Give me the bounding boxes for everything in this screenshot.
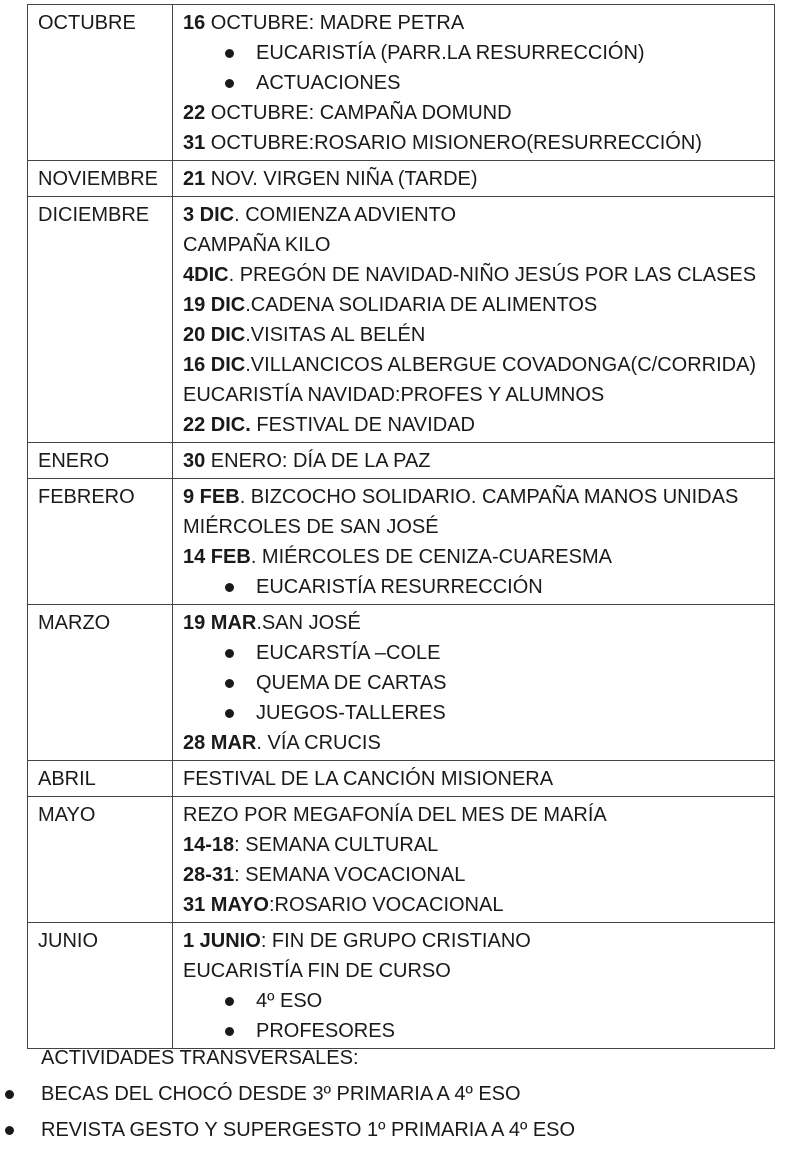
month-cell: DICIEMBRE	[28, 197, 173, 443]
month-cell: OCTUBRE	[28, 5, 173, 161]
calendar-row	[28, 761, 775, 797]
activity-text: EUCARISTÍA FIN DE CURSO	[183, 960, 451, 982]
activity-date: 16 DIC	[183, 354, 246, 376]
bullet-icon	[225, 709, 234, 718]
month-cell: ABRIL	[28, 761, 173, 797]
activity-text: . BIZCOCHO SOLIDARIO. CAMPAÑA MANOS UNIDAS	[239, 486, 739, 508]
activity-line	[183, 98, 774, 128]
activities-cell	[173, 197, 775, 443]
activity-bullet-item	[183, 668, 774, 698]
transversal-title: ACTIVIDADES TRANSVERSALES:	[41, 1047, 359, 1069]
activity-line	[183, 890, 774, 920]
activity-text: FESTIVAL DE NAVIDAD	[250, 414, 475, 436]
activity-date: 28 MAR	[183, 732, 257, 754]
activity-line	[183, 8, 774, 38]
activity-date: 9 FEB	[183, 486, 240, 508]
activity-bullet-item	[183, 38, 774, 68]
activity-text: OCTUBRE:ROSARIO MISIONERO(RESURRECCIÓN)	[205, 132, 702, 154]
activities-cell	[173, 443, 775, 479]
calendar-row	[28, 197, 775, 443]
activities-cell	[173, 923, 775, 1049]
activity-text: FESTIVAL DE LA CANCIÓN MISIONERA	[183, 768, 554, 790]
activity-text: ACTUACIONES	[256, 72, 401, 94]
activity-date: 20 DIC	[183, 324, 246, 346]
activity-text: OCTUBRE: CAMPAÑA DOMUND	[205, 102, 512, 124]
activity-text: EUCARISTÍA NAVIDAD:PROFES Y ALUMNOS	[183, 384, 605, 406]
bullet-icon	[225, 649, 234, 658]
activity-text: : SEMANA CULTURAL	[234, 834, 439, 856]
activity-date: 3 DIC	[183, 204, 235, 226]
activity-text: .CADENA SOLIDARIA DE ALIMENTOS	[245, 294, 598, 316]
activity-bullet-item	[183, 68, 774, 98]
activity-line	[183, 608, 774, 638]
activity-line	[183, 800, 774, 830]
activity-text: :ROSARIO VOCACIONAL	[268, 894, 504, 916]
bullet-icon	[5, 1126, 14, 1135]
activity-text: .SAN JOSÉ	[256, 612, 361, 634]
activity-date: 22	[183, 102, 206, 124]
calendar-row	[28, 479, 775, 605]
activities-cell	[173, 797, 775, 923]
activity-date: 19 MAR	[183, 612, 257, 634]
transversal-item	[0, 1112, 800, 1148]
activity-date: 14-18	[183, 834, 235, 856]
activity-text: MIÉRCOLES DE SAN JOSÉ	[183, 516, 439, 538]
calendar-row	[28, 5, 775, 161]
month-cell: NOVIEMBRE	[28, 161, 173, 197]
activity-line	[183, 410, 774, 440]
activity-bullet-item	[183, 986, 774, 1016]
activity-line	[183, 200, 774, 230]
calendar-row	[28, 923, 775, 1049]
activity-text: : SEMANA VOCACIONAL	[234, 864, 466, 886]
activity-text: PROFESORES	[256, 1020, 395, 1042]
activities-cell	[173, 5, 775, 161]
calendar-row	[28, 443, 775, 479]
month-cell: JUNIO	[28, 923, 173, 1049]
activity-line	[183, 380, 774, 410]
activity-text: NOV. VIRGEN NIÑA (TARDE)	[205, 168, 478, 190]
activity-text: .VILLANCICOS ALBERGUE COVADONGA(C/CORRIDA)	[245, 354, 757, 376]
activity-text: : FIN DE GRUPO CRISTIANO	[260, 930, 531, 952]
activity-date: 1 JUNIO	[183, 930, 261, 952]
calendar-row	[28, 605, 775, 761]
month-cell: MAYO	[28, 797, 173, 923]
activity-text: . COMIENZA ADVIENTO	[234, 204, 457, 226]
activity-date: 28-31	[183, 864, 235, 886]
month-cell: MARZO	[28, 605, 173, 761]
activity-text: . MIÉRCOLES DE CENIZA-CUARESMA	[250, 546, 612, 568]
calendar-row	[28, 161, 775, 197]
bullet-icon	[225, 997, 234, 1006]
activity-line	[183, 164, 774, 194]
activity-text: .VISITAS AL BELÉN	[245, 324, 426, 346]
activity-date: 4DIC	[183, 264, 229, 286]
activity-date: 19 DIC	[183, 294, 246, 316]
activities-cell	[173, 605, 775, 761]
bullet-icon	[225, 49, 234, 58]
activity-date: 22 DIC.	[183, 414, 251, 436]
transversal-item-text: REVISTA GESTO Y SUPERGESTO 1º PRIMARIA A 4º ESO	[41, 1119, 576, 1141]
activity-line	[183, 542, 774, 572]
bullet-icon	[225, 79, 234, 88]
activity-line	[183, 830, 774, 860]
activity-bullet-item	[183, 572, 774, 602]
activity-line	[183, 926, 774, 956]
activity-bullet-item	[183, 638, 774, 668]
activity-line	[183, 350, 774, 380]
activity-text: EUCARSTÍA –COLE	[256, 642, 441, 664]
activity-date: 30	[183, 450, 206, 472]
activity-line	[183, 260, 774, 290]
activity-date: 21	[183, 168, 206, 190]
activities-cell	[173, 761, 775, 797]
bullet-icon	[5, 1090, 14, 1099]
activity-line	[183, 956, 774, 986]
activity-text: CAMPAÑA KILO	[183, 234, 331, 256]
activity-text: 4º ESO	[256, 990, 323, 1012]
bullet-icon	[225, 1027, 234, 1036]
activity-line	[183, 482, 774, 512]
bullet-icon	[225, 583, 234, 592]
activity-line	[183, 128, 774, 158]
activity-date: 16	[183, 12, 206, 34]
activity-date: 14 FEB	[183, 546, 251, 568]
activities-calendar-table	[27, 4, 775, 1049]
activities-cell	[173, 161, 775, 197]
activity-text: QUEMA DE CARTAS	[256, 672, 447, 694]
activity-text: EUCARISTÍA (PARR.LA RESURRECCIÓN)	[256, 42, 645, 64]
transversal-item-text: BECAS DEL CHOCÓ DESDE 3º PRIMARIA A 4º ESO	[41, 1083, 521, 1105]
activity-date: 31	[183, 132, 206, 154]
calendar-row	[28, 797, 775, 923]
activities-cell	[173, 479, 775, 605]
activity-line	[183, 230, 774, 260]
activity-text: REZO POR MEGAFONÍA DEL MES DE MARÍA	[183, 804, 607, 826]
activity-line	[183, 764, 774, 794]
calendar-body	[28, 5, 775, 1049]
month-cell: ENERO	[28, 443, 173, 479]
bullet-icon	[225, 679, 234, 688]
activity-line	[183, 728, 774, 758]
activity-text: . VÍA CRUCIS	[256, 732, 381, 754]
activity-line	[183, 290, 774, 320]
transversal-activities	[0, 1040, 800, 1148]
activity-text: EUCARISTÍA RESURRECCIÓN	[256, 576, 543, 598]
activity-text: JUEGOS-TALLERES	[256, 702, 446, 724]
activity-line	[183, 512, 774, 542]
activity-bullet-item	[183, 698, 774, 728]
month-cell: FEBRERO	[28, 479, 173, 605]
transversal-item	[0, 1076, 800, 1112]
activity-text: OCTUBRE: MADRE PETRA	[205, 12, 465, 34]
activity-date: 31 MAYO	[183, 894, 269, 916]
activity-line	[183, 320, 774, 350]
activity-text: ENERO: DÍA DE LA PAZ	[205, 450, 431, 472]
activity-text: . PREGÓN DE NAVIDAD-NIÑO JESÚS POR LAS CLASES	[228, 264, 757, 286]
activity-line	[183, 446, 774, 476]
activity-line	[183, 860, 774, 890]
